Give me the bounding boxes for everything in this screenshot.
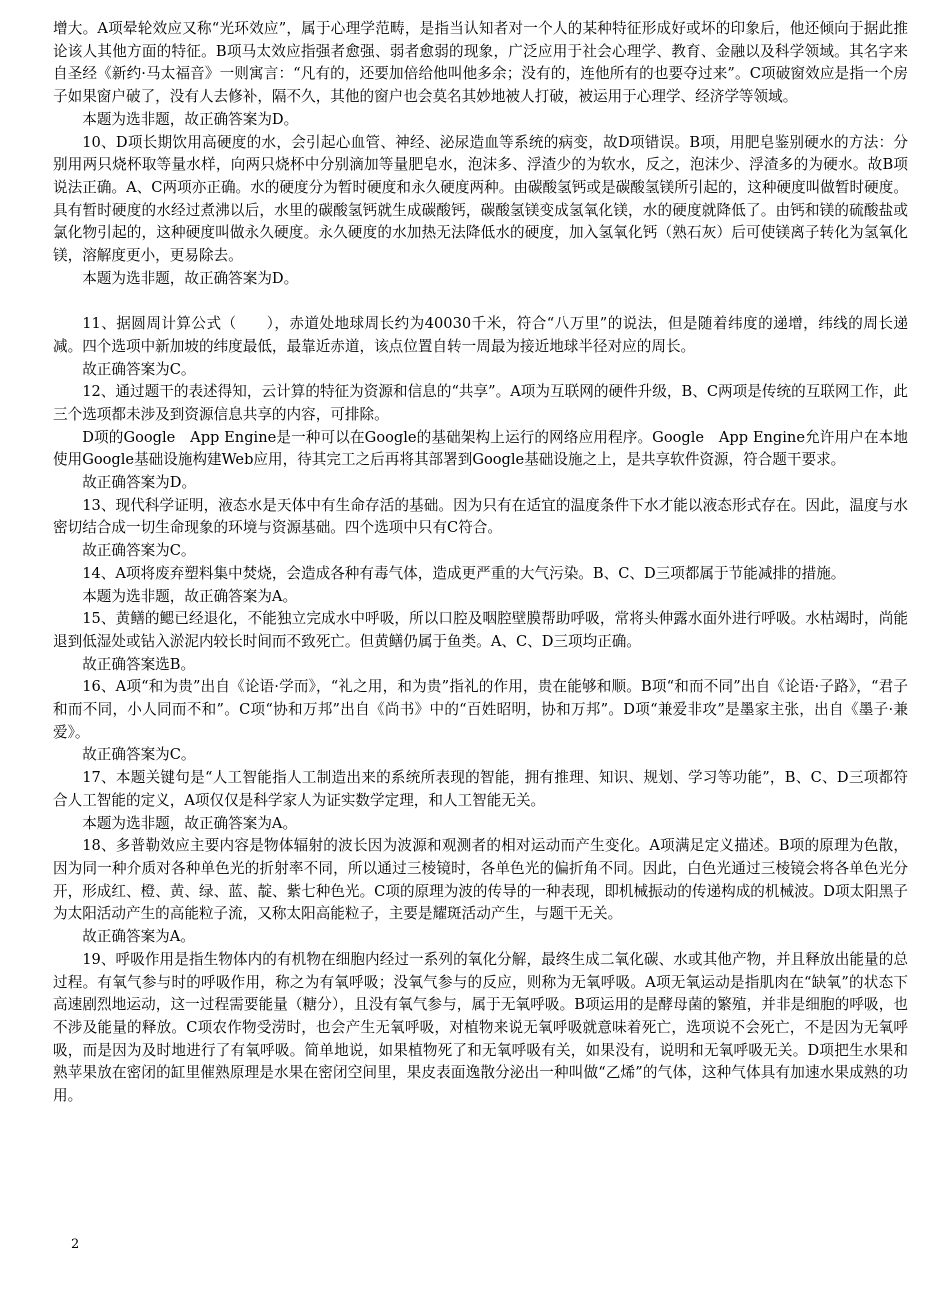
paragraph-continuation: 增大。A项晕轮效应又称“光环效应”，属于心理学范畴，是指当认知者对一个人的某种特征形成好或坏的印象后，他还倾向于据此推论该人其他方面的特征。B项马太效应指强者愈强、弱者愈弱的现象，广泛应用于社会心理学、教育、金融以及科学领域。其名字来自圣经《新约·马太福音》一则寓言：“凡有的，还要加倍给他叫他多余；没有的，连他所有的也要夺过来”。C项破窗效应是指一个房子如果窗户破了，没有人去修补，隔不久，其他的窗户也会莫名其妙地被人打破，被运用于心理学、经济学等领域。 (53, 20, 908, 106)
answer-line: 本题为选非题，故正确答案为D。 (82, 110, 299, 128)
document-body (53, 18, 908, 1108)
question-10-explanation: 10、D项长期饮用高硬度的水，会引起心血管、神经、泌尿造血等系统的病变，故D项错误。B项，用肥皂鉴别硬水的方法：分别用两只烧杯取等量水样，向两只烧杯中分别滴加等量肥皂水，泡沫多、浮渣少的为软水，反之，泡沫少、浮渣多的为硬水。故B项说法正确。A、C两项亦正确。水的硬度分为暂时硬度和永久硬度两种。由碳酸氢钙或是碳酸氢镁所引起的，这种硬度叫做暂时硬度。具有暂时硬度的水经过煮沸以后，水里的碳酸氢钙就生成碳酸钙，碳酸氢镁变成氢氧化镁，水的硬度就降低了。由钙和镁的硫酸盐或氯化物引起的，这种硬度叫做永久硬度。永久硬度的水加热无法降低水的硬度，加入氢氧化钙（熟石灰）后可使镁离子转化为氢氧化镁，溶解度更小，更易除去。 (53, 133, 908, 265)
question-12-explanation-continued: D项的Google App Engine是一种可以在Google的基础架构上运行的网络应用程序。Google App Engine允许用户在本地使用Google基础设施构建Web应用，待其完工之后再将其部署到Google基础设施之上，是共享软件资源，符合题干要求。 (53, 428, 908, 469)
question-15-explanation: 15、黄鳝的鳃已经退化，不能独立完成水中呼吸，所以口腔及咽腔壁膜帮助呼吸，常将头伸露水面外进行呼吸。水枯竭时，尚能退到低湿处或钻入淤泥内较长时间而不致死亡。但黄鳝仍属于鱼类。A、C、D三项均正确。 (53, 610, 908, 650)
answer-line: 本题为选非题，故正确答案为A。 (82, 587, 298, 605)
answer-line: 本题为选非题，故正确答案为D。 (82, 269, 299, 287)
answer-line: 故正确答案为C。 (82, 746, 196, 764)
question-14-explanation: 14、A项将废弃塑料集中焚烧，会造成各种有毒气体，造成更严重的大气污染。B、C、D三项都属于节能减排的措施。 (82, 564, 846, 582)
answer-line: 故正确答案为C。 (82, 542, 196, 560)
answer-line: 故正确答案为C。 (82, 360, 196, 378)
question-19-explanation: 19、呼吸作用是指生物体内的有机物在细胞内经过一系列的氧化分解，最终生成二氧化碳、水或其他产物，并且释放出能量的总过程。有氧气参与时的呼吸作用，称之为有氧呼吸；没氧气参与的反应，则称为无氧呼吸。A项无氧运动是指肌肉在“缺氧”的状态下高速剧烈地运动，这一过程需要能量（糖分），且没有氧气参与，属于无氧呼吸。B项运用的是酵母菌的繁殖，并非是细胞的呼吸，也不涉及能量的释放。C项农作物受涝时，也会产生无氧呼吸，对植物来说无氧呼吸就意味着死亡，选项说不会死亡，不是因为无氧呼吸，而是因为及时地进行了有氧呼吸。简单地说，如果植物死了和无氧呼吸有关，如果没有，说明和无氧呼吸无关。D项把生水果和熟苹果放在密闭的缸里催熟原理是水果在密闭空间里，果皮表面逸散分泌出一种叫做“乙烯”的气体，这种气体具有加速水果成熟的功用。 (53, 950, 908, 1105)
blank-line (53, 290, 908, 313)
answer-line: 本题为选非题，故正确答案为A。 (82, 814, 298, 832)
question-13-explanation: 13、现代科学证明，液态水是天体中有生命存活的基础。因为只有在适宜的温度条件下水才能以液态形式存在。因此，温度与水密切结合成一切生命现象的环境与资源基础。四个选项中只有C符合。 (53, 496, 908, 537)
question-12-explanation: 12、通过题干的表述得知，云计算的特征为资源和信息的“共享”。A项为互联网的硬件升级，B、C两项是传统的互联网工作，此三个选项都未涉及到资源信息共享的内容，可排除。 (53, 383, 908, 423)
answer-line: 故正确答案选B。 (82, 655, 196, 673)
answer-line: 故正确答案为A。 (82, 928, 195, 946)
question-18-explanation: 18、多普勒效应主要内容是物体辐射的波长因为波源和观测者的相对运动而产生变化。A项满足定义描述。B项的原理为色散，因为同一种介质对各种单色光的折射率不同，所以通过三棱镜时，各单色光的偏折角不同。因此，白色光通过三棱镜会将各单色光分开，形成红、橙、黄、绿、蓝、靛、紫七种色光。C项的原理为波的传导的一种表现，即机械振动的传递构成的机械波。D项太阳黑子为太阳活动产生的高能粒子流，又称太阳高能粒子，主要是耀斑活动产生，与题干无关。 (53, 837, 908, 923)
question-17-explanation: 17、本题关键句是“人工智能指人工制造出来的系统所表现的智能，拥有推理、知识、规划、学习等功能”，B、C、D三项都符合人工智能的定义，A项仅仅是科学家人为证实数学定理，和人工智能无关。 (53, 769, 908, 809)
page-number: 2 (71, 1237, 80, 1252)
question-11-explanation: 11、据圆周计算公式（ ），赤道处地球周长约为40030千米，符合“八万里”的说法，但是随着纬度的递增，纬线的周长递减。四个选项中新加坡的纬度最低，最靠近赤道，该点位置自转一周最为接近地球半径对应的周长。 (53, 315, 908, 355)
question-16-explanation: 16、A项“和为贵”出自《论语·学而》，“礼之用，和为贵”指礼的作用，贵在能够和顺。B项“和而不同”出自《论语·子路》，“君子和而不同，小人同而不和”。C项“协和万邦”出自《尚书》中的“百姓昭明，协和万邦”。D项“兼爱非攻”是墨家主张，出自《墨子·兼爱》。 (53, 678, 908, 741)
answer-line: 故正确答案为D。 (82, 474, 197, 492)
